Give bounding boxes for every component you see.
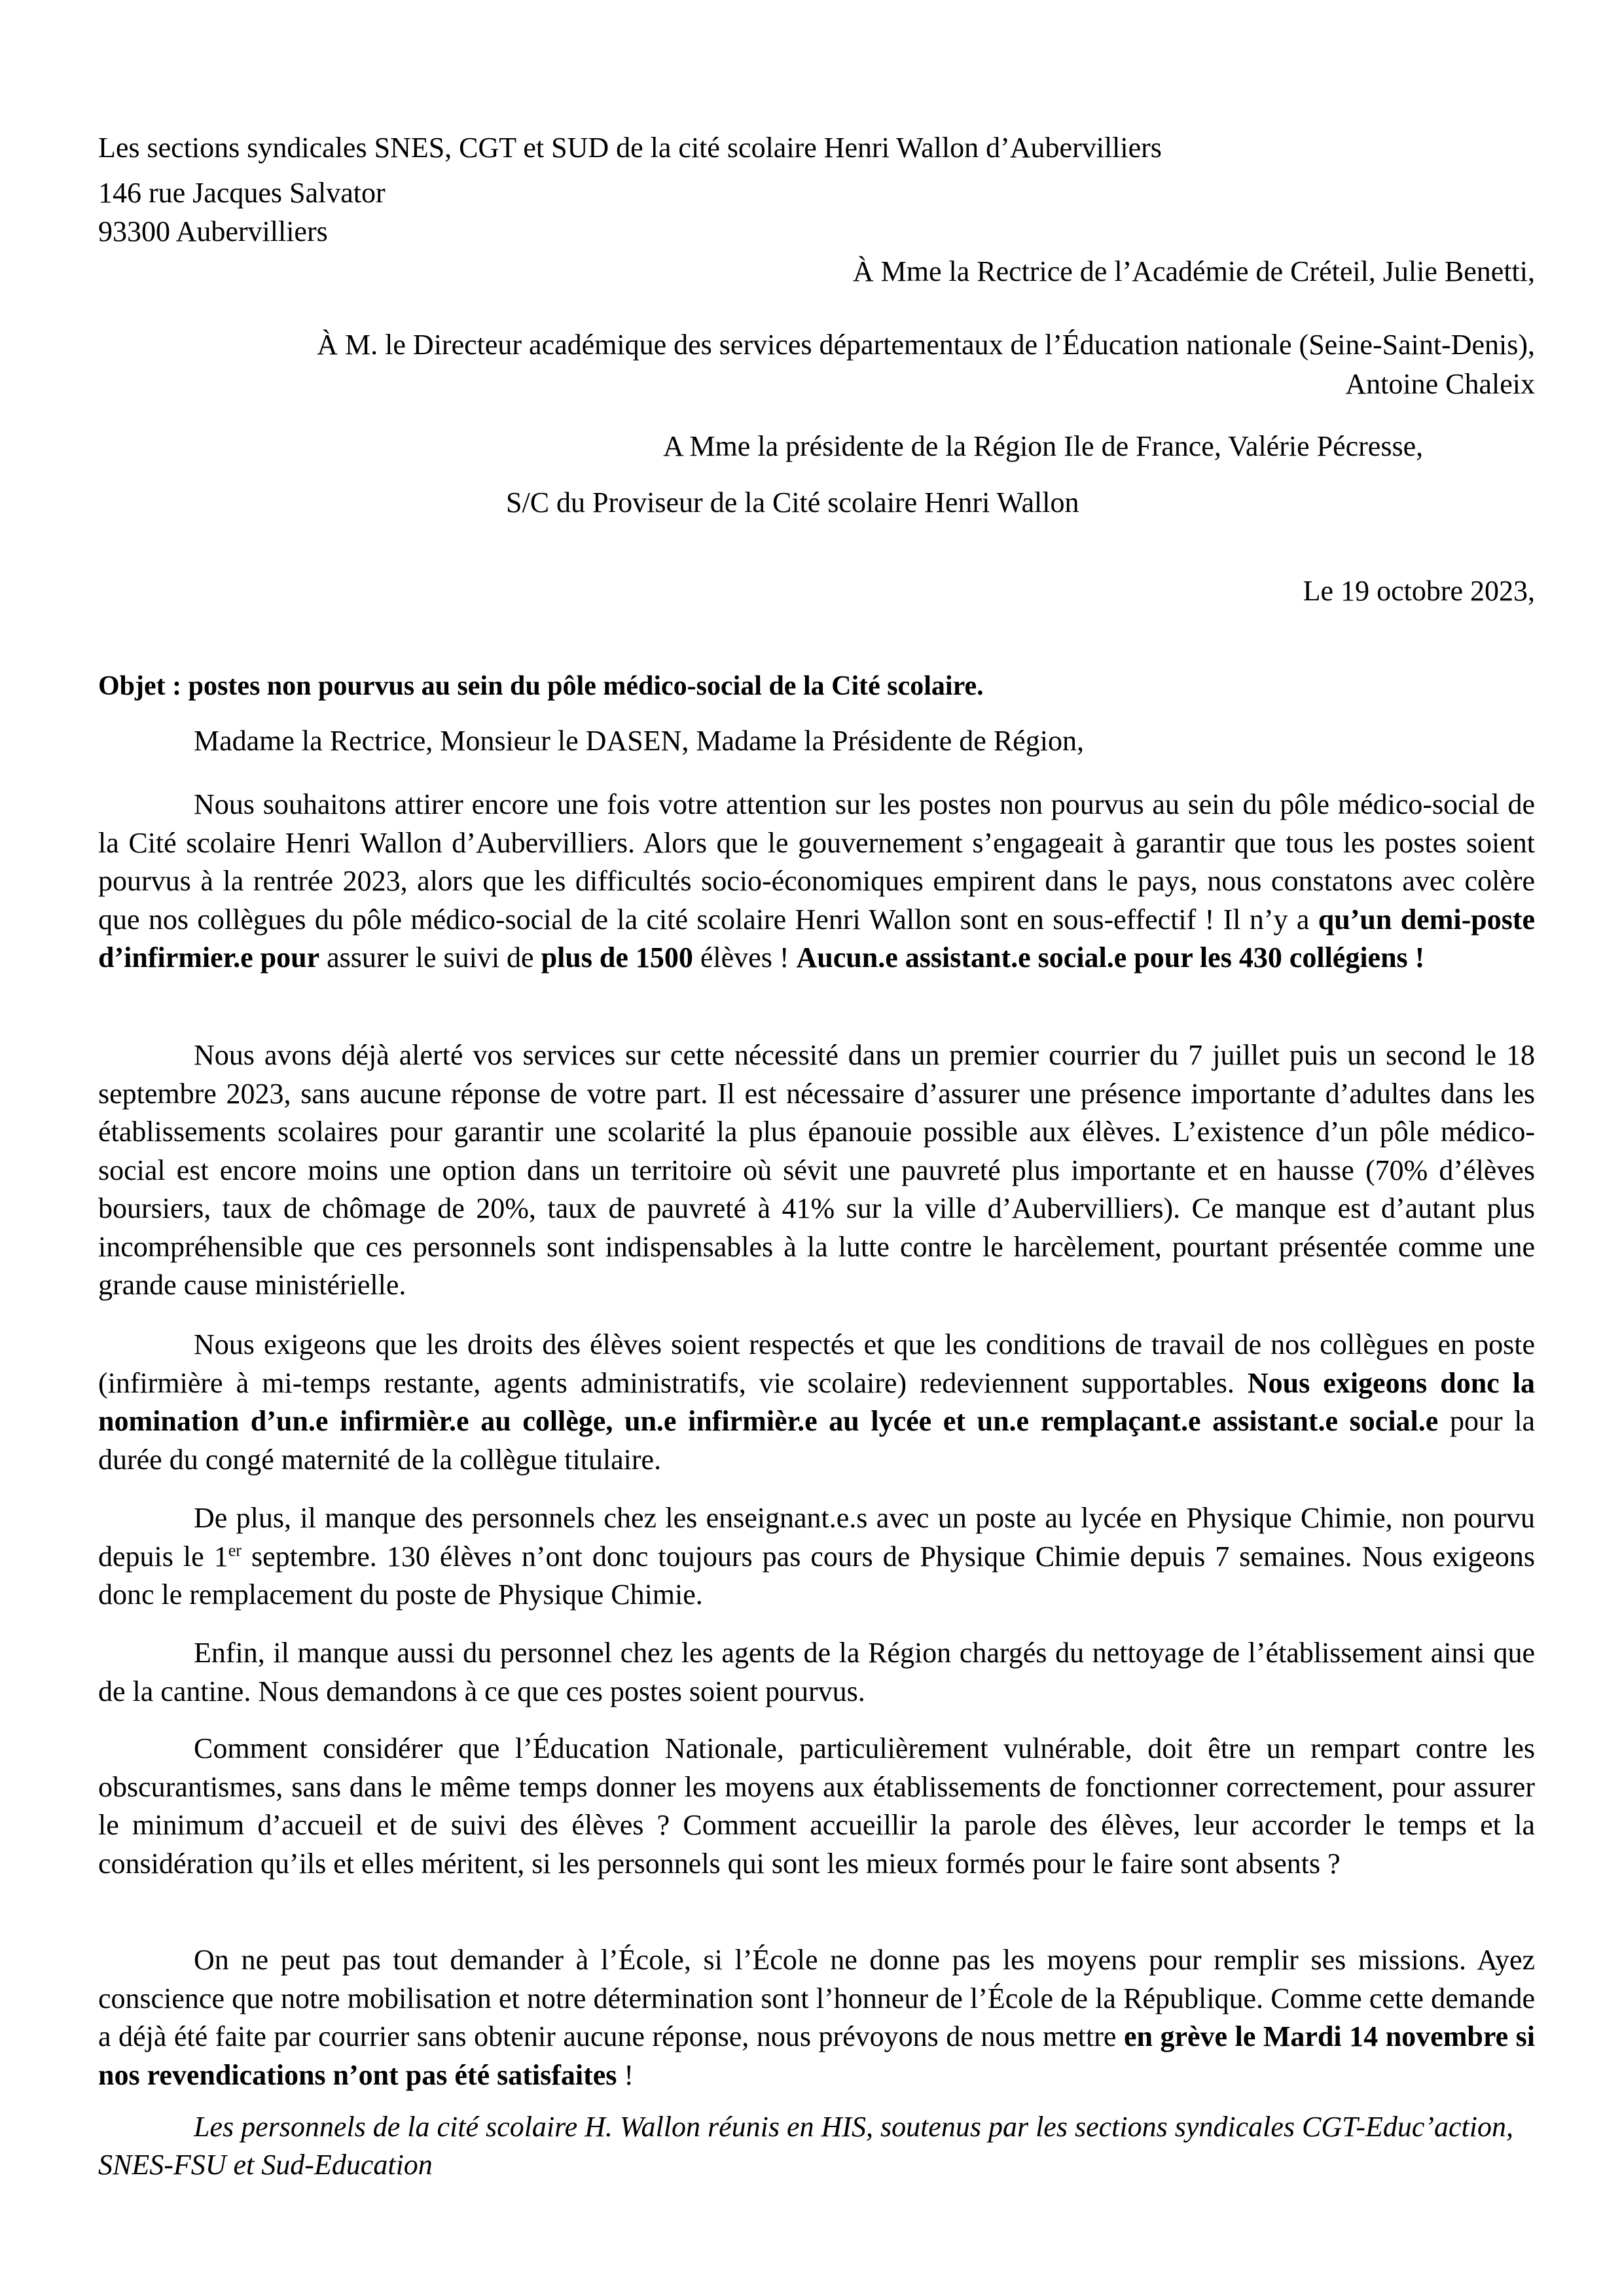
recipient-proviseur: S/C du Proviseur de la Cité scolaire Henri Wallon <box>506 486 1079 519</box>
paragraph-1-emphasis-assistant: Aucun.e assistant.e social.e pour les 430 collégiens ! <box>796 941 1425 974</box>
sender-city: 93300 Aubervilliers <box>98 215 328 247</box>
recipient-dasen-line1: À M. le Directeur académique des services départementaux de l’Éducation nationale (Seine-Saint-Denis), <box>317 329 1535 361</box>
paragraph-3-text-2: pour la durée du congé maternité de la collègue titulaire. <box>98 1405 1535 1476</box>
paragraph-4-text: De plus, il manque des personnels chez les enseignant.e.s avec un poste au lycée en Physique Chimie, non pourvu depuis le 1 <box>98 1502 1535 1573</box>
paragraph-6: Comment considérer que l’Éducation Nationale, particulièrement vulnérable, doit être un rempart contre les obscurantismes, sans dans le même temps donner les moyens aux établissements de fonctionner correctement, pour assurer le minimum d’accueil et de suivi des élèves ? Comment accueillir la parole des élèves, leur accorder le temps et la considération qu’ils et elles méritent, si les personnels qui sont les mieux formés pour le faire sont absents ? <box>98 1732 1535 1880</box>
paragraph-4 <box>98 1499 1535 1614</box>
paragraph-7-strike-notice: en grève le Mardi 14 novembre si nos revendications n’ont pas été satisfaites <box>98 2020 1535 2091</box>
paragraph-1 <box>98 786 1535 977</box>
letter-date: Le 19 octobre 2023, <box>1303 575 1535 607</box>
paragraph-1-text-3: élèves ! <box>693 941 797 974</box>
sender-street: 146 rue Jacques Salvator <box>98 177 386 209</box>
paragraph-1-emphasis-count: plus de 1500 <box>541 941 693 974</box>
paragraph-4-text-2: septembre. 130 élèves n’ont donc toujours pas cours de Physique Chimie depuis 7 semaines. Nous exigeons donc le remplacement du poste de Physique Chimie. <box>98 1540 1535 1611</box>
paragraph-3-demand: Nous exigeons donc la nomination d’un.e infirmièr.e au collège, un.e infirmièr.e au lycée et un.e remplaçant.e assistant.e social.e <box>98 1366 1535 1437</box>
paragraph-3 <box>98 1326 1535 1479</box>
paragraph-2: Nous avons déjà alerté vos services sur cette nécessité dans un premier courrier du 7 juillet puis un second le 18 septembre 2023, sans aucune réponse de votre part. Il est nécessaire d’assurer une présence importante d’adultes dans les établissements scolaires pour garantir une scolarité la plus épanouie possible aux élèves. L’existence d’un pôle médico-social est encore moins une option dans un territoire où sévit une pauvreté plus importante et en hausse (70% d’élèves boursiers, taux de chômage de 20%, taux de pauvreté à 41% sur la ville d’Aubervilliers). Ce manque est d’autant plus incompréhensible que ces personnels sont indispensables à la lutte contre le harcèlement, pourtant présentée comme une grande cause ministérielle. <box>98 1039 1535 1301</box>
signature: Les personnels de la cité scolaire H. Wallon réunis en HIS, soutenus par les sections syndicales CGT-Educ’action, SNES-FSU et Sud-Education <box>98 2111 1514 2181</box>
paragraph-7 <box>98 1941 1535 2094</box>
paragraph-3-text: Nous exigeons que les droits des élèves soient respectés et que les conditions de travail de nos collègues en poste (infirmière à mi-temps restante, agents administratifs, vie scolaire) redeviennent supportables. <box>98 1328 1535 1399</box>
salutation: Madame la Rectrice, Monsieur le DASEN, Madame la Présidente de Région, <box>194 725 1084 757</box>
letter-subject: Objet : postes non pourvus au sein du pôle médico-social de la Cité scolaire. <box>98 671 984 701</box>
paragraph-7-text-2: ! <box>617 2058 634 2091</box>
paragraph-1-text: Nous souhaitons attirer encore une fois votre attention sur les postes non pourvus au sein du pôle médico-social de la Cité scolaire Henri Wallon d’Aubervilliers. Alors que le gouvernement s’engageait à garantir que tous les postes soient pourvus à la rentrée 2023, alors que les difficultés socio-économiques empirent dans le pays, nous constatons avec colère que nos collègues du pôle médico-social de la cité scolaire Henri Wallon sont en sous-effectif ! Il n’y a <box>98 788 1535 936</box>
sender-name: Les sections syndicales SNES, CGT et SUD de la cité scolaire Henri Wallon d’Aubervilliers <box>98 132 1162 164</box>
recipient-rectrice: À Mme la Rectrice de l’Académie de Créteil, Julie Benetti, <box>852 255 1535 287</box>
recipient-region: A Mme la présidente de la Région Ile de France, Valérie Pécresse, <box>663 430 1424 462</box>
paragraph-1-emphasis-infirmier: qu’un demi-poste d’infirmier.e pour <box>98 903 1535 974</box>
paragraph-5: Enfin, il manque aussi du personnel chez les agents de la Région chargés du nettoyage de l’établissement ainsi que de la cantine. Nous demandons à ce que ces postes soient pourvus. <box>98 1637 1535 1707</box>
paragraph-1-text-2: assurer le suivi de <box>319 941 541 974</box>
paragraph-4-superscript: er <box>228 1540 242 1559</box>
recipient-dasen-line2: Antoine Chaleix <box>1345 368 1535 400</box>
paragraph-7-text: On ne peut pas tout demander à l’École, si l’École ne donne pas les moyens pour remplir ses missions. Ayez conscience que notre mobilisation et notre détermination sont l’honneur de l’École de la République. Comme cette demande a déjà été faite par courrier sans obtenir aucune réponse, nous prévoyons de nous mettre <box>98 1944 1535 2052</box>
